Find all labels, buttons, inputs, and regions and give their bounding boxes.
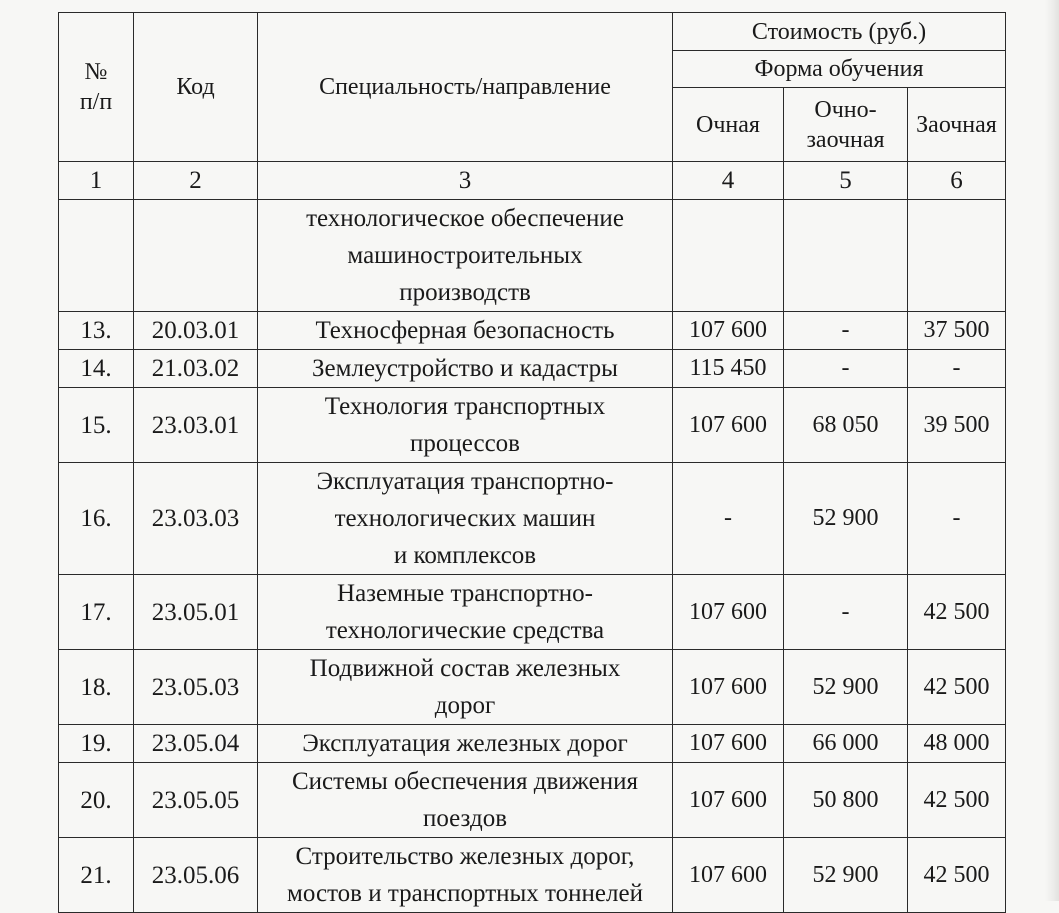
- row-full: 107 600: [673, 388, 784, 463]
- table-row: [59, 838, 1006, 913]
- row-part: -: [784, 350, 908, 388]
- row-part: 66 000: [784, 725, 908, 763]
- header-part-time: Очно- заочная: [784, 88, 908, 162]
- row-num: 19.: [59, 725, 134, 763]
- row-spec: Наземные транспортно- технологические средства: [258, 575, 673, 650]
- row-spec: Системы обеспечения движения поездов: [258, 763, 673, 838]
- row-num: 20.: [59, 763, 134, 838]
- row-code: 23.05.05: [134, 763, 258, 838]
- row-code: 21.03.02: [134, 350, 258, 388]
- tuition-table: [58, 12, 1006, 913]
- row-extra: 39 500: [908, 388, 1006, 463]
- page-edge: [1045, 0, 1059, 901]
- row-full: 107 600: [673, 763, 784, 838]
- row-spec: Строительство железных дорог, мостов и транспортных тоннелей: [258, 838, 673, 913]
- row-spec: Подвижной состав железных дорог: [258, 650, 673, 725]
- header-form: Форма обучения: [673, 51, 1006, 88]
- row-full: 107 600: [673, 725, 784, 763]
- header-num: № п/п: [59, 13, 134, 162]
- header-spec: Специальность/направление: [258, 13, 673, 162]
- row-extra: -: [908, 350, 1006, 388]
- row-full: [673, 200, 784, 312]
- table-row: [59, 725, 1006, 763]
- continued-row: [59, 200, 1006, 312]
- row-code: 23.03.01: [134, 388, 258, 463]
- column-number: 3: [258, 162, 673, 200]
- row-extra: 42 500: [908, 838, 1006, 913]
- row-num: 14.: [59, 350, 134, 388]
- row-extra: -: [908, 463, 1006, 575]
- row-spec: технологическое обеспечение машиностроительных производств: [258, 200, 673, 312]
- column-number: 6: [908, 162, 1006, 200]
- row-num: 13.: [59, 312, 134, 350]
- row-spec: Техносферная безопасность: [258, 312, 673, 350]
- column-number-row: [59, 162, 1006, 200]
- header-full-time: Очная: [673, 88, 784, 162]
- row-part: 52 900: [784, 650, 908, 725]
- row-part: -: [784, 575, 908, 650]
- row-full: 107 600: [673, 650, 784, 725]
- column-number: 5: [784, 162, 908, 200]
- row-part: 52 900: [784, 838, 908, 913]
- column-number: 1: [59, 162, 134, 200]
- row-part: 50 800: [784, 763, 908, 838]
- row-part: [784, 200, 908, 312]
- row-part: -: [784, 312, 908, 350]
- row-num: 18.: [59, 650, 134, 725]
- row-extra: 42 500: [908, 650, 1006, 725]
- row-spec: Эксплуатация транспортно- технологических машин и комплексов: [258, 463, 673, 575]
- row-part: 68 050: [784, 388, 908, 463]
- column-number: 4: [673, 162, 784, 200]
- row-code: [134, 200, 258, 312]
- row-num: [59, 200, 134, 312]
- row-full: 107 600: [673, 838, 784, 913]
- table-row: [59, 650, 1006, 725]
- row-part: 52 900: [784, 463, 908, 575]
- row-full: 107 600: [673, 312, 784, 350]
- table-row: [59, 763, 1006, 838]
- row-num: 17.: [59, 575, 134, 650]
- row-spec: Эксплуатация железных дорог: [258, 725, 673, 763]
- row-code: 23.03.03: [134, 463, 258, 575]
- header-extramural: Заочная: [908, 88, 1006, 162]
- row-extra: 42 500: [908, 763, 1006, 838]
- table-row: [59, 312, 1006, 350]
- row-code: 23.05.06: [134, 838, 258, 913]
- table-row: [59, 575, 1006, 650]
- row-full: 107 600: [673, 575, 784, 650]
- row-spec: Технология транспортных процессов: [258, 388, 673, 463]
- table-row: [59, 463, 1006, 575]
- row-full: 115 450: [673, 350, 784, 388]
- row-num: 16.: [59, 463, 134, 575]
- row-code: 23.05.03: [134, 650, 258, 725]
- row-extra: 48 000: [908, 725, 1006, 763]
- row-extra: 37 500: [908, 312, 1006, 350]
- row-full: -: [673, 463, 784, 575]
- row-num: 15.: [59, 388, 134, 463]
- row-spec: Землеустройство и кадастры: [258, 350, 673, 388]
- row-code: 20.03.01: [134, 312, 258, 350]
- row-extra: 42 500: [908, 575, 1006, 650]
- row-code: 23.05.04: [134, 725, 258, 763]
- row-extra: [908, 200, 1006, 312]
- table-row: [59, 350, 1006, 388]
- header-code: Код: [134, 13, 258, 162]
- row-num: 21.: [59, 838, 134, 913]
- header-cost: Стоимость (руб.): [673, 13, 1006, 51]
- row-code: 23.05.01: [134, 575, 258, 650]
- column-number: 2: [134, 162, 258, 200]
- table-row: [59, 388, 1006, 463]
